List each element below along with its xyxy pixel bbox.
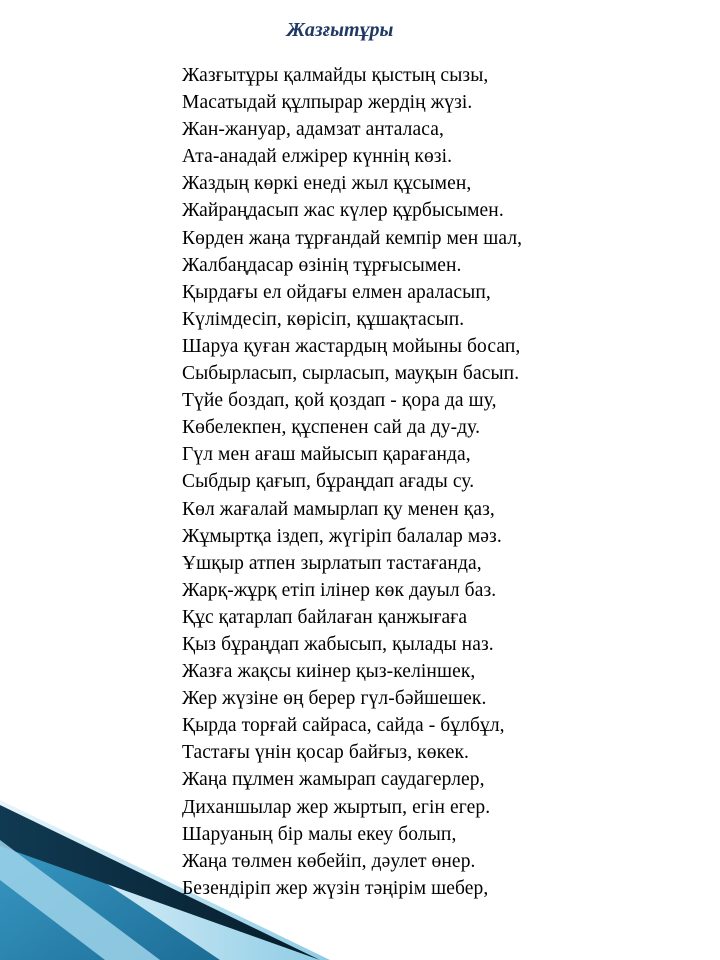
poem-line: Жаздың көркі енеді жыл құсымен,: [182, 173, 472, 195]
poem-line: Масатыдай құлпырар жердің жүзі.: [182, 92, 473, 114]
poem-line: Шаруаның бір малы екеу болып,: [182, 823, 457, 845]
poem-line: Көрден жаңа тұрғандай кемпір мен шал,: [182, 227, 523, 249]
poem-line: Жұмыртқа іздеп, жүгіріп балалар мәз.: [182, 525, 502, 547]
poem-line: Қырда торғай сайраса, сайда - бұлбұл,: [182, 715, 505, 737]
poem-line: Жалбаңдасар өзінің тұрғысымен.: [182, 254, 462, 276]
poem-line: Жарқ-жұрқ етіп ілінер көк дауыл баз.: [182, 579, 497, 601]
poem-line: Сыбырласып, сырласып, мауқын басып.: [182, 363, 520, 385]
poem-line: Түйе боздап, қой қоздап - қора да шу,: [182, 390, 497, 412]
poem-line: Құс қатарлап байлаған қанжығаға: [182, 606, 468, 628]
poem-line: Күлімдесіп, көрісіп, құшақтасып.: [182, 308, 465, 330]
poem-line: Тастағы үнін қосар байғыз, көкек.: [182, 742, 470, 764]
poem-line: Шаруа қуған жастардың мойыны босап,: [182, 335, 521, 357]
poem-line: Жаңа пұлмен жамырап саудагерлер,: [182, 769, 485, 791]
poem-line: Жайраңдасып жас күлер құрбысымен.: [182, 200, 504, 222]
poem-line: Ата-анадай елжірер күннің көзі.: [182, 146, 453, 168]
poem-line: Жан-жануар, адамзат анталаса,: [182, 119, 444, 141]
poem-body: [182, 62, 522, 902]
poem-line: Жазға жақсы киінер қыз-келіншек,: [182, 661, 476, 683]
poem-line: Жазғытұры қалмайды қыстың сызы,: [182, 65, 489, 86]
poem-line: Диханшылар жер жыртып, егін егер.: [182, 796, 491, 818]
poem-line: Ұшқыр атпен зырлатып тастағанда,: [182, 552, 482, 574]
poem-line: Көл жағалай мамырлап қу менен қаз,: [182, 498, 495, 520]
poem-line: Қыз бұраңдап жабысып, қылады наз.: [182, 633, 494, 655]
poem-line: Сыбдыр қағып, бұраңдап ағады су.: [182, 471, 475, 493]
poem-line: Гүл мен ағаш майысып қарағанда,: [182, 444, 471, 466]
poem-title: Жазғытұры: [286, 19, 394, 41]
poem-line: Жаңа төлмен көбейіп, дәулет өнер.: [182, 850, 476, 872]
poem-line: Қырдағы ел ойдағы елмен араласып,: [182, 281, 491, 303]
poem-line: Жер жүзіне өң берер гүл-бәйшешек.: [182, 688, 487, 710]
poem-line: Безендіріп жер жүзін тәңірім шебер,: [182, 877, 489, 899]
poem-line: Көбелекпен, құспенен сай да ду-ду.: [182, 417, 481, 439]
